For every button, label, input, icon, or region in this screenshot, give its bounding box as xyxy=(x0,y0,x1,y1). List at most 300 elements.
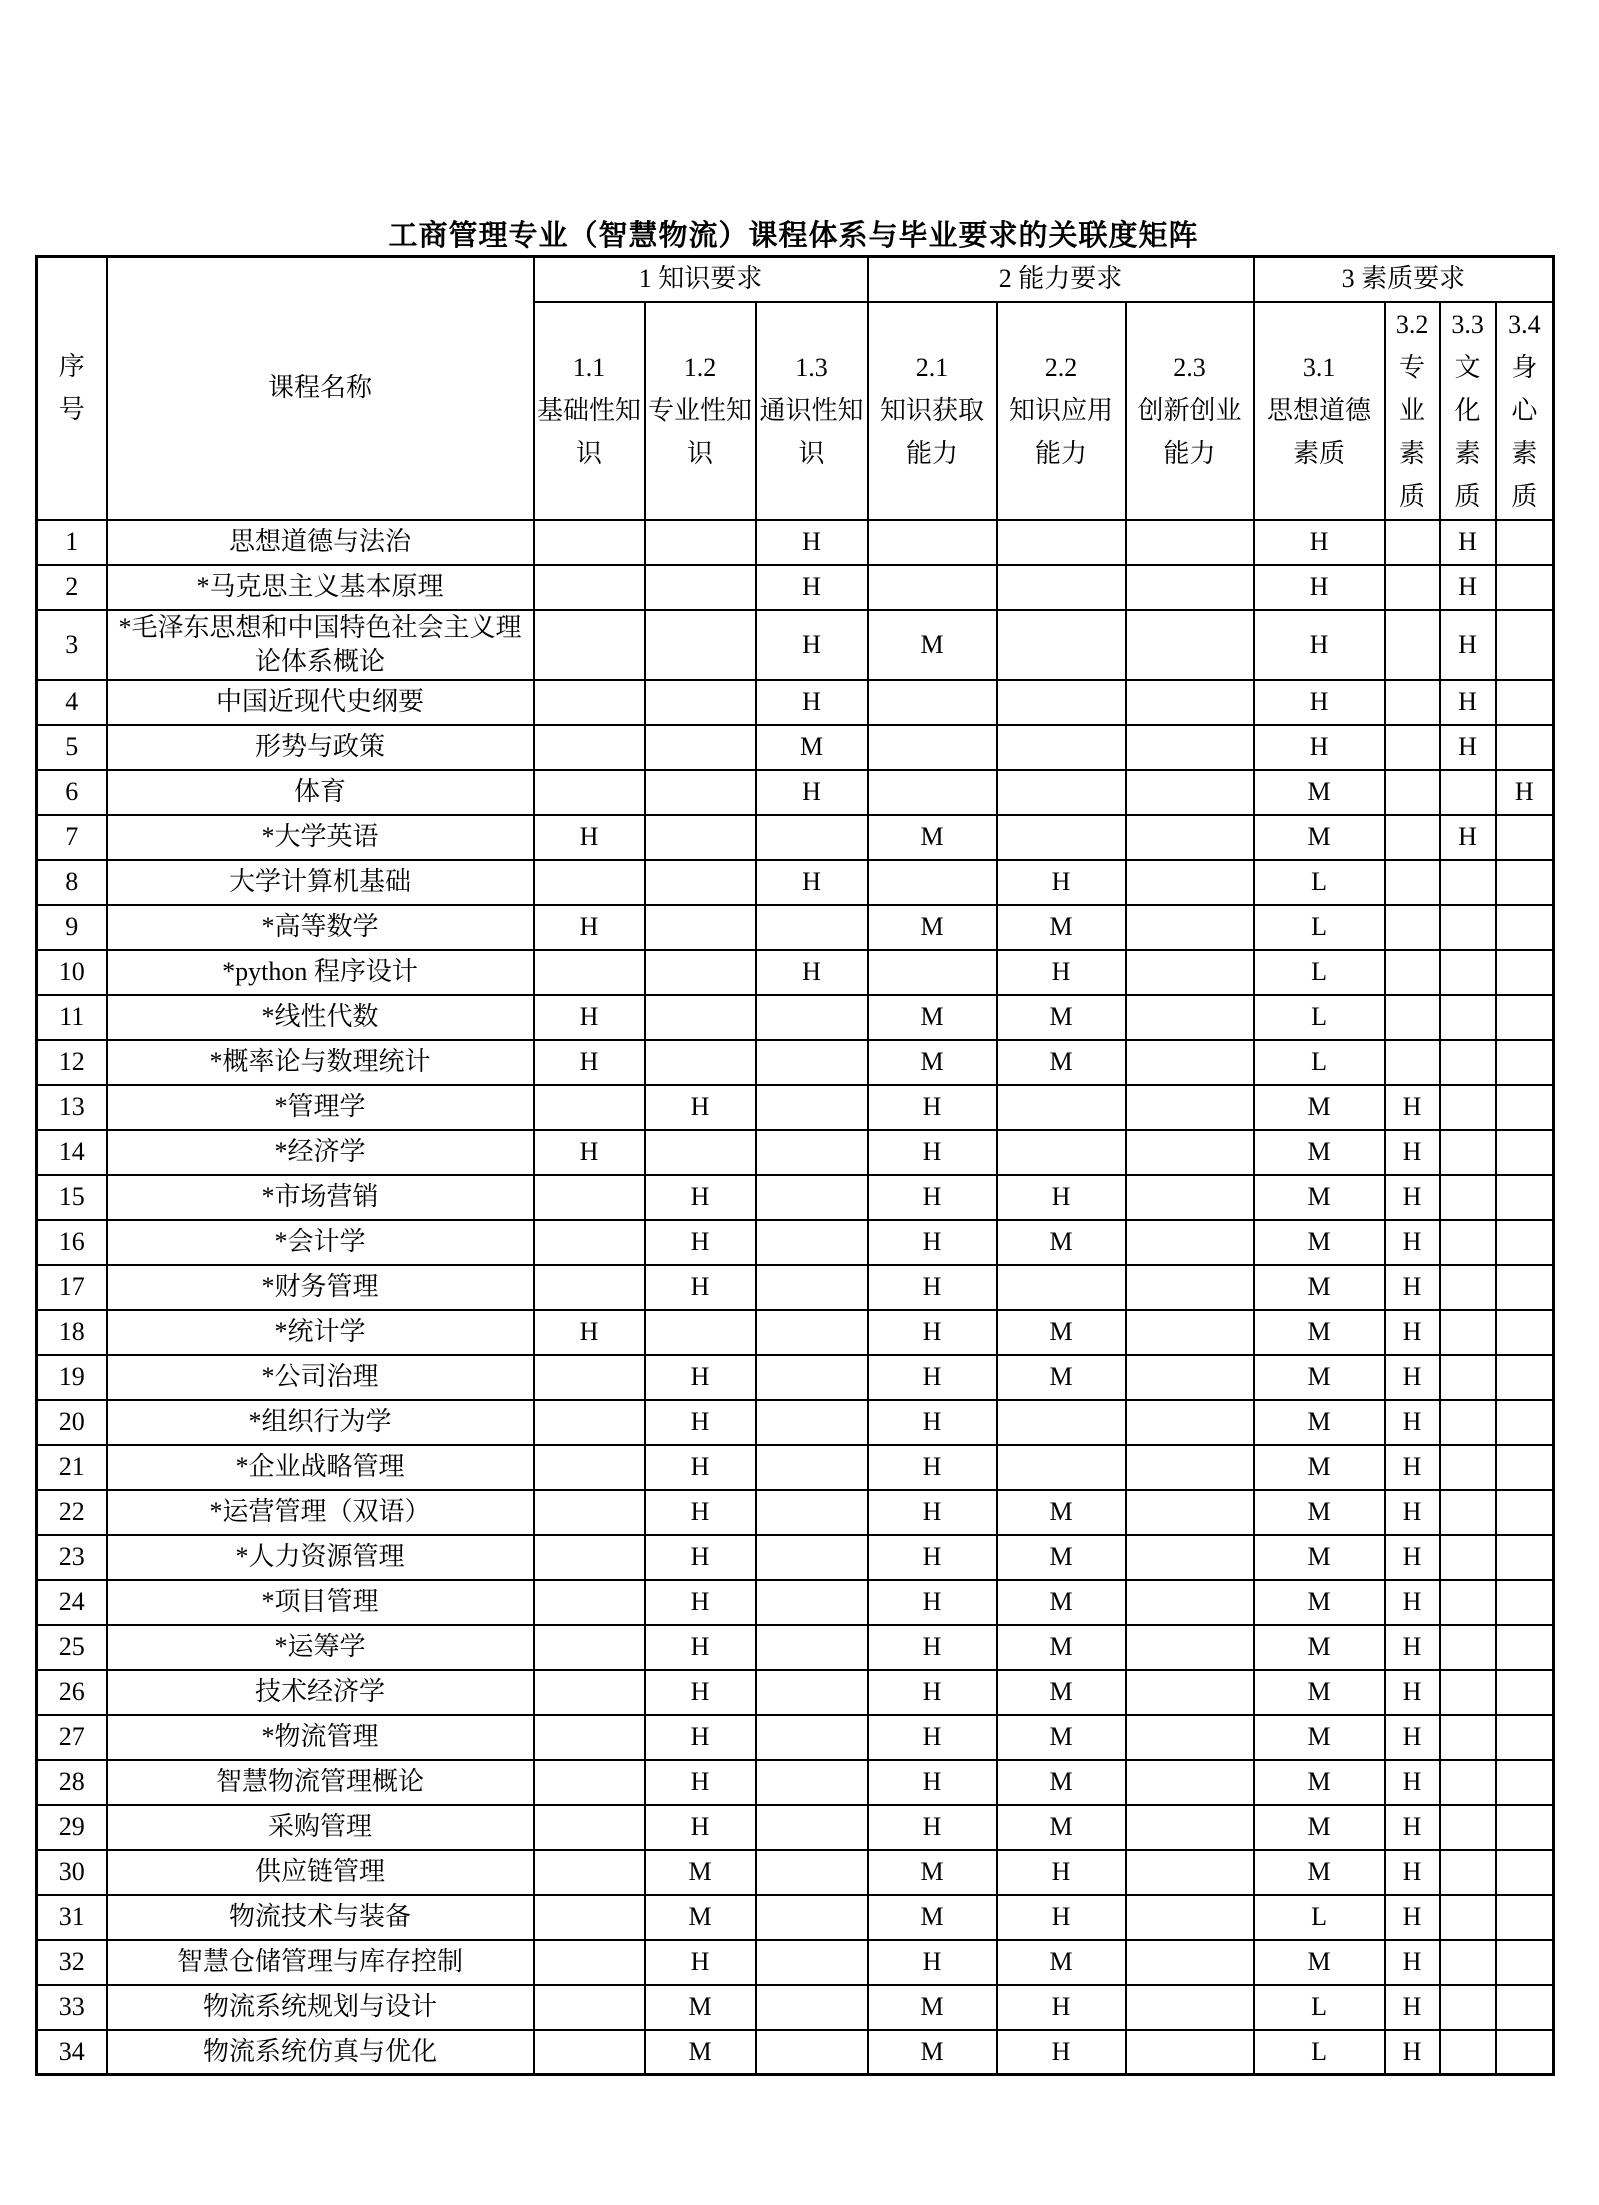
mark-cell-3.3 xyxy=(1440,1085,1496,1130)
row-number-cell: 18 xyxy=(37,1310,107,1355)
row-number-cell: 29 xyxy=(37,1805,107,1850)
row-number-cell: 8 xyxy=(37,860,107,905)
column-label-line: 素 xyxy=(1454,439,1481,468)
course-name-cell: *公司治理 xyxy=(107,1355,534,1400)
mark-cell-1.2: H xyxy=(645,1940,756,1985)
mark-cell-3.3 xyxy=(1440,1040,1496,1085)
mark-cell-1.1 xyxy=(534,1175,645,1220)
mark-cell-1.1 xyxy=(534,1940,645,1985)
mark-cell-1.2 xyxy=(645,860,756,905)
mark-cell-2.2: H xyxy=(997,1175,1126,1220)
mark-cell-2.2: M xyxy=(997,905,1126,950)
mark-cell-2.3 xyxy=(1126,610,1254,680)
mark-cell-1.2: H xyxy=(645,1220,756,1265)
mark-cell-2.1: H xyxy=(868,1760,997,1805)
mark-cell-3.3 xyxy=(1440,905,1496,950)
mark-cell-3.2 xyxy=(1385,520,1440,565)
mark-cell-1.3 xyxy=(756,1715,868,1760)
mark-cell-2.3 xyxy=(1126,770,1254,815)
mark-cell-3.3 xyxy=(1440,1985,1496,2030)
mark-cell-2.1: M xyxy=(868,905,997,950)
mark-cell-2.1 xyxy=(868,950,997,995)
column-header-1.1 xyxy=(534,302,645,520)
table-row xyxy=(37,1535,1554,1580)
mark-cell-2.3 xyxy=(1126,950,1254,995)
mark-cell-3.3: H xyxy=(1440,725,1496,770)
course-name-cell: 体育 xyxy=(107,770,534,815)
mark-cell-3.1: L xyxy=(1254,860,1385,905)
mark-cell-1.2 xyxy=(645,995,756,1040)
mark-cell-2.1: H xyxy=(868,1490,997,1535)
mark-cell-2.1: H xyxy=(868,1265,997,1310)
row-number-cell: 27 xyxy=(37,1715,107,1760)
mark-cell-1.3 xyxy=(756,1220,868,1265)
mark-cell-2.3 xyxy=(1126,1355,1254,1400)
mark-cell-3.3 xyxy=(1440,770,1496,815)
mark-cell-1.1 xyxy=(534,725,645,770)
mark-cell-3.1: M xyxy=(1254,815,1385,860)
column-number: 2.1 xyxy=(915,353,949,382)
mark-cell-3.3 xyxy=(1440,995,1496,1040)
mark-cell-1.3 xyxy=(756,1490,868,1535)
mark-cell-2.1 xyxy=(868,520,997,565)
mark-cell-2.3 xyxy=(1126,1580,1254,1625)
mark-cell-2.3 xyxy=(1126,1265,1254,1310)
mark-cell-2.3 xyxy=(1126,1985,1254,2030)
column-label-line: 素质 xyxy=(1293,439,1346,468)
row-number-cell: 21 xyxy=(37,1445,107,1490)
mark-cell-3.2 xyxy=(1385,995,1440,1040)
mark-cell-3.3 xyxy=(1440,1805,1496,1850)
course-name-cell: *运筹学 xyxy=(107,1625,534,1670)
mark-cell-2.2: M xyxy=(997,1310,1126,1355)
column-label-line: 识 xyxy=(798,439,825,468)
course-name-cell: *概率论与数理统计 xyxy=(107,1040,534,1085)
table-row xyxy=(37,1265,1554,1310)
mark-cell-2.3 xyxy=(1126,815,1254,860)
mark-cell-3.1: M xyxy=(1254,1265,1385,1310)
mark-cell-1.2: M xyxy=(645,1985,756,2030)
column-number: 1.2 xyxy=(683,353,717,382)
column-number: 3.4 xyxy=(1508,310,1541,339)
mark-cell-3.1: M xyxy=(1254,1355,1385,1400)
mark-cell-1.1 xyxy=(534,565,645,610)
course-name-cell: *高等数学 xyxy=(107,905,534,950)
mark-cell-1.1 xyxy=(534,1625,645,1670)
course-name-cell: *市场营销 xyxy=(107,1175,534,1220)
table-row xyxy=(37,1625,1554,1670)
mark-cell-1.1 xyxy=(534,1895,645,1940)
mark-cell-2.3 xyxy=(1126,905,1254,950)
mark-cell-3.4 xyxy=(1496,520,1554,565)
mark-cell-1.2: H xyxy=(645,1355,756,1400)
column-label-line: 能力 xyxy=(1035,439,1088,468)
mark-cell-1.1 xyxy=(534,770,645,815)
mark-cell-3.3 xyxy=(1440,1400,1496,1445)
mark-cell-2.3 xyxy=(1126,1625,1254,1670)
column-label-line: 知识获取 xyxy=(880,396,985,425)
mark-cell-3.3 xyxy=(1440,1175,1496,1220)
mark-cell-1.3 xyxy=(756,1850,868,1895)
mark-cell-3.4 xyxy=(1496,1490,1554,1535)
mark-cell-3.1: L xyxy=(1254,995,1385,1040)
mark-cell-3.2: H xyxy=(1385,1670,1440,1715)
mark-cell-1.2 xyxy=(645,1130,756,1175)
column-label-line: 素 xyxy=(1399,439,1426,468)
mark-cell-3.2 xyxy=(1385,770,1440,815)
mark-cell-3.4 xyxy=(1496,1175,1554,1220)
table-row xyxy=(37,860,1554,905)
mark-cell-1.3 xyxy=(756,995,868,1040)
mark-cell-1.3 xyxy=(756,1310,868,1355)
mark-cell-1.3 xyxy=(756,1760,868,1805)
mark-cell-2.1 xyxy=(868,860,997,905)
mark-cell-3.3 xyxy=(1440,1895,1496,1940)
mark-cell-3.3 xyxy=(1440,1850,1496,1895)
mark-cell-3.3 xyxy=(1440,1580,1496,1625)
mark-cell-1.3: H xyxy=(756,950,868,995)
mark-cell-1.2: H xyxy=(645,1265,756,1310)
row-number-cell: 6 xyxy=(37,770,107,815)
row-number-cell: 7 xyxy=(37,815,107,860)
column-header-2.2 xyxy=(997,302,1126,520)
table-row xyxy=(37,610,1554,680)
mark-cell-1.3 xyxy=(756,1985,868,2030)
mark-cell-3.3: H xyxy=(1440,610,1496,680)
mark-cell-1.1 xyxy=(534,1445,645,1490)
mark-cell-2.1: M xyxy=(868,1040,997,1085)
table-row xyxy=(37,1670,1554,1715)
column-label-line: 通识性知 xyxy=(759,396,864,425)
mark-cell-1.2: H xyxy=(645,1715,756,1760)
column-label-line: 身 xyxy=(1511,353,1538,382)
table-row xyxy=(37,1715,1554,1760)
document-title: 工商管理专业（智慧物流）课程体系与毕业要求的关联度矩阵 xyxy=(388,220,1199,252)
mark-cell-2.1: H xyxy=(868,1175,997,1220)
mark-cell-1.1: H xyxy=(534,995,645,1040)
row-number-cell: 28 xyxy=(37,1760,107,1805)
column-number: 2.2 xyxy=(1044,353,1078,382)
table-row xyxy=(37,815,1554,860)
mark-cell-3.4 xyxy=(1496,815,1554,860)
table-row xyxy=(37,1580,1554,1625)
course-name-cell: 智慧物流管理概论 xyxy=(107,1760,534,1805)
mark-cell-2.1: H xyxy=(868,1535,997,1580)
mark-cell-1.3: H xyxy=(756,520,868,565)
mark-cell-2.1: H xyxy=(868,1220,997,1265)
mark-cell-1.1 xyxy=(534,1805,645,1850)
mark-cell-2.1: H xyxy=(868,1355,997,1400)
mark-cell-2.2 xyxy=(997,610,1126,680)
column-header-2.3 xyxy=(1126,302,1254,520)
mark-cell-1.3 xyxy=(756,815,868,860)
row-number-cell: 30 xyxy=(37,1850,107,1895)
table-row xyxy=(37,1130,1554,1175)
mark-cell-3.4 xyxy=(1496,2030,1554,2075)
table-row xyxy=(37,1400,1554,1445)
header-group-quality: 3 素质要求 xyxy=(1254,257,1554,302)
mark-cell-1.3 xyxy=(756,1175,868,1220)
mark-cell-3.4 xyxy=(1496,1220,1554,1265)
mark-cell-2.2 xyxy=(997,680,1126,725)
mark-cell-3.4 xyxy=(1496,1760,1554,1805)
mark-cell-1.1: H xyxy=(534,905,645,950)
mark-cell-2.3 xyxy=(1126,725,1254,770)
mark-cell-1.3 xyxy=(756,905,868,950)
mark-cell-2.1: H xyxy=(868,1445,997,1490)
row-number-cell: 19 xyxy=(37,1355,107,1400)
mark-cell-1.2: M xyxy=(645,2030,756,2075)
course-name-cell: *统计学 xyxy=(107,1310,534,1355)
mark-cell-2.2: M xyxy=(997,1490,1126,1535)
mark-cell-1.2 xyxy=(645,1040,756,1085)
mark-cell-2.2 xyxy=(997,725,1126,770)
mark-cell-1.2 xyxy=(645,905,756,950)
row-number-cell: 17 xyxy=(37,1265,107,1310)
mark-cell-2.1 xyxy=(868,770,997,815)
table-row xyxy=(37,995,1554,1040)
mark-cell-3.1: L xyxy=(1254,950,1385,995)
course-name-cell: 大学计算机基础 xyxy=(107,860,534,905)
mark-cell-2.3 xyxy=(1126,1085,1254,1130)
mark-cell-3.4 xyxy=(1496,995,1554,1040)
mark-cell-3.2: H xyxy=(1385,1355,1440,1400)
mark-cell-2.2: M xyxy=(997,1040,1126,1085)
mark-cell-2.2: H xyxy=(997,860,1126,905)
mark-cell-3.4 xyxy=(1496,1850,1554,1895)
table-row xyxy=(37,1760,1554,1805)
mark-cell-2.3 xyxy=(1126,1760,1254,1805)
mark-cell-3.4 xyxy=(1496,565,1554,610)
mark-cell-3.1: M xyxy=(1254,1715,1385,1760)
mark-cell-2.2: H xyxy=(997,1850,1126,1895)
mark-cell-3.2 xyxy=(1385,610,1440,680)
mark-cell-3.1: M xyxy=(1254,770,1385,815)
row-number-cell: 23 xyxy=(37,1535,107,1580)
row-number-cell: 34 xyxy=(37,2030,107,2075)
course-name-cell: 形势与政策 xyxy=(107,725,534,770)
row-number-cell: 5 xyxy=(37,725,107,770)
mark-cell-2.1: H xyxy=(868,1625,997,1670)
row-number-cell: 3 xyxy=(37,610,107,680)
column-number: 3.1 xyxy=(1302,353,1336,382)
course-name-cell: *物流管理 xyxy=(107,1715,534,1760)
mark-cell-3.2: H xyxy=(1385,1175,1440,1220)
mark-cell-2.1 xyxy=(868,725,997,770)
mark-cell-2.2: M xyxy=(997,1715,1126,1760)
table-row xyxy=(37,1355,1554,1400)
mark-cell-2.2: M xyxy=(997,995,1126,1040)
mark-cell-2.3 xyxy=(1126,1445,1254,1490)
course-name-cell: 物流技术与装备 xyxy=(107,1895,534,1940)
mark-cell-2.3 xyxy=(1126,860,1254,905)
row-number-cell: 20 xyxy=(37,1400,107,1445)
column-label-line: 专业性知 xyxy=(647,396,752,425)
mark-cell-2.1: H xyxy=(868,1580,997,1625)
course-name-cell: *经济学 xyxy=(107,1130,534,1175)
mark-cell-2.3 xyxy=(1126,1715,1254,1760)
mark-cell-1.3 xyxy=(756,1580,868,1625)
mark-cell-3.2 xyxy=(1385,565,1440,610)
mark-cell-1.2 xyxy=(645,610,756,680)
mark-cell-3.3 xyxy=(1440,1220,1496,1265)
header-no xyxy=(37,257,107,520)
mark-cell-3.1: L xyxy=(1254,1040,1385,1085)
mark-cell-1.3: H xyxy=(756,680,868,725)
mark-cell-1.3 xyxy=(756,2030,868,2075)
mark-cell-2.3 xyxy=(1126,1040,1254,1085)
mark-cell-3.2 xyxy=(1385,680,1440,725)
row-number-cell: 11 xyxy=(37,995,107,1040)
mark-cell-1.3: H xyxy=(756,860,868,905)
mark-cell-3.3 xyxy=(1440,1715,1496,1760)
mark-cell-2.3 xyxy=(1126,1535,1254,1580)
mark-cell-2.2 xyxy=(997,1085,1126,1130)
mark-cell-3.4 xyxy=(1496,950,1554,995)
mark-cell-3.4 xyxy=(1496,860,1554,905)
mark-cell-1.2: H xyxy=(645,1580,756,1625)
column-label-line: 质 xyxy=(1454,482,1481,511)
mark-cell-2.1: M xyxy=(868,1850,997,1895)
mark-cell-3.3 xyxy=(1440,1265,1496,1310)
header-group-knowledge: 1 知识要求 xyxy=(534,257,868,302)
mark-cell-1.1 xyxy=(534,1670,645,1715)
mark-cell-2.1: H xyxy=(868,1940,997,1985)
mark-cell-2.3 xyxy=(1126,1895,1254,1940)
column-label-line: 能力 xyxy=(906,439,959,468)
mark-cell-3.2 xyxy=(1385,1040,1440,1085)
mark-cell-3.3: H xyxy=(1440,815,1496,860)
mark-cell-3.1: M xyxy=(1254,1580,1385,1625)
mark-cell-3.1: H xyxy=(1254,565,1385,610)
row-number-cell: 1 xyxy=(37,520,107,565)
mark-cell-3.4 xyxy=(1496,1580,1554,1625)
mark-cell-3.2: H xyxy=(1385,1580,1440,1625)
mark-cell-3.2: H xyxy=(1385,1535,1440,1580)
row-number-cell: 24 xyxy=(37,1580,107,1625)
row-number-cell: 16 xyxy=(37,1220,107,1265)
course-name-cell: *管理学 xyxy=(107,1085,534,1130)
mark-cell-3.3 xyxy=(1440,1310,1496,1355)
mark-cell-2.1: H xyxy=(868,1400,997,1445)
mark-cell-2.1: H xyxy=(868,1310,997,1355)
mark-cell-1.3 xyxy=(756,1355,868,1400)
course-name-cell: 中国近现代史纲要 xyxy=(107,680,534,725)
column-label-line: 专 xyxy=(1399,353,1426,382)
mark-cell-1.2 xyxy=(645,950,756,995)
mark-cell-3.3 xyxy=(1440,1130,1496,1175)
course-name-cell: *运营管理（双语） xyxy=(107,1490,534,1535)
mark-cell-1.3: M xyxy=(756,725,868,770)
mark-cell-1.2: H xyxy=(645,1490,756,1535)
row-number-cell: 32 xyxy=(37,1940,107,1985)
table-row xyxy=(37,950,1554,995)
course-name-cell: *财务管理 xyxy=(107,1265,534,1310)
mark-cell-3.2 xyxy=(1385,725,1440,770)
table-row xyxy=(37,725,1554,770)
table-row xyxy=(37,1310,1554,1355)
mark-cell-3.2: H xyxy=(1385,1310,1440,1355)
mark-cell-3.1: H xyxy=(1254,610,1385,680)
course-name-cell: *企业战略管理 xyxy=(107,1445,534,1490)
mark-cell-3.4 xyxy=(1496,1130,1554,1175)
mark-cell-1.1: H xyxy=(534,1040,645,1085)
row-number-cell: 26 xyxy=(37,1670,107,1715)
mark-cell-2.2: M xyxy=(997,1220,1126,1265)
mark-cell-3.1: M xyxy=(1254,1760,1385,1805)
column-header-3.3 xyxy=(1440,302,1496,520)
mark-cell-1.3 xyxy=(756,1895,868,1940)
mark-cell-3.2 xyxy=(1385,905,1440,950)
mark-cell-1.1 xyxy=(534,1715,645,1760)
mark-cell-3.2: H xyxy=(1385,1895,1440,1940)
mark-cell-3.4 xyxy=(1496,1805,1554,1850)
mark-cell-3.3 xyxy=(1440,1940,1496,1985)
mark-cell-3.1: M xyxy=(1254,1625,1385,1670)
mark-cell-1.1 xyxy=(534,1355,645,1400)
mark-cell-2.2 xyxy=(997,1130,1126,1175)
mark-cell-2.2 xyxy=(997,815,1126,860)
mark-cell-1.2: M xyxy=(645,1895,756,1940)
mark-cell-3.3 xyxy=(1440,2030,1496,2075)
column-label-line: 文 xyxy=(1454,353,1481,382)
mark-cell-3.4 xyxy=(1496,1265,1554,1310)
mark-cell-2.3 xyxy=(1126,1850,1254,1895)
column-number: 2.3 xyxy=(1173,353,1206,382)
column-label-line: 思想道德 xyxy=(1267,396,1372,425)
column-number: 1.1 xyxy=(572,353,606,382)
course-name-cell: 物流系统仿真与优化 xyxy=(107,2030,534,2075)
mark-cell-3.3: H xyxy=(1440,520,1496,565)
mark-cell-2.3 xyxy=(1126,995,1254,1040)
mark-cell-1.1 xyxy=(534,1580,645,1625)
mark-cell-1.2: H xyxy=(645,1400,756,1445)
mark-cell-3.4 xyxy=(1496,1625,1554,1670)
mark-cell-3.3 xyxy=(1440,1760,1496,1805)
row-number-cell: 33 xyxy=(37,1985,107,2030)
mark-cell-3.1: M xyxy=(1254,1490,1385,1535)
mark-cell-1.1 xyxy=(534,1265,645,1310)
mark-cell-1.1 xyxy=(534,1760,645,1805)
column-header-3.4 xyxy=(1496,302,1554,520)
mark-cell-1.3 xyxy=(756,1535,868,1580)
mark-cell-3.1: H xyxy=(1254,520,1385,565)
mark-cell-3.2: H xyxy=(1385,1715,1440,1760)
mark-cell-3.1: M xyxy=(1254,1670,1385,1715)
mark-cell-3.1: M xyxy=(1254,1805,1385,1850)
mark-cell-3.2: H xyxy=(1385,1760,1440,1805)
mark-cell-1.2 xyxy=(645,1310,756,1355)
table-row xyxy=(37,1175,1554,1220)
mark-cell-2.3 xyxy=(1126,565,1254,610)
mark-cell-3.4 xyxy=(1496,1310,1554,1355)
mark-cell-1.1 xyxy=(534,1400,645,1445)
mark-cell-3.1: M xyxy=(1254,1130,1385,1175)
mark-cell-1.1: H xyxy=(534,815,645,860)
mark-cell-3.4 xyxy=(1496,1985,1554,2030)
mark-cell-1.2: H xyxy=(645,1535,756,1580)
mark-cell-3.2: H xyxy=(1385,1265,1440,1310)
mark-cell-3.3 xyxy=(1440,1490,1496,1535)
mark-cell-3.1: L xyxy=(1254,905,1385,950)
table-row xyxy=(37,565,1554,610)
course-name-cell: *人力资源管理 xyxy=(107,1535,534,1580)
mark-cell-2.3 xyxy=(1126,680,1254,725)
header-no-line: 序 xyxy=(58,352,85,382)
mark-cell-2.3 xyxy=(1126,1310,1254,1355)
header-course-name: 课程名称 xyxy=(107,257,534,520)
mark-cell-2.1: M xyxy=(868,610,997,680)
